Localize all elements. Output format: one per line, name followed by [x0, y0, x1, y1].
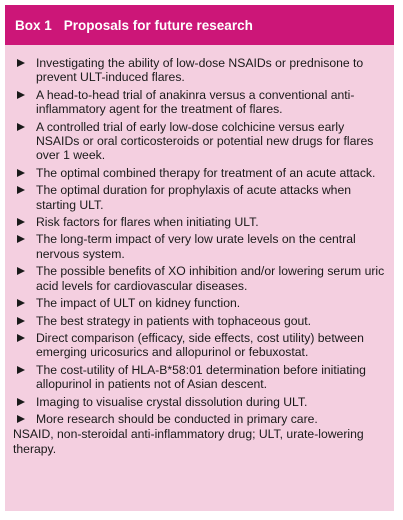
list-item [13, 215, 386, 229]
list-item [13, 314, 386, 328]
box-label: Box 1 [15, 17, 52, 33]
list-item [13, 56, 386, 85]
triangle-bullet-icon [17, 91, 25, 99]
list-item-text: The cost-utility of HLA-B*58:01 determination before initiating allopurinol in patients not of Asian descent. [36, 362, 366, 392]
triangle-bullet-icon [17, 123, 25, 131]
list-item [13, 395, 386, 409]
list-item-text: The impact of ULT on kidney function. [36, 296, 241, 311]
triangle-bullet-icon [17, 415, 25, 423]
list-item-text: A controlled trial of early low-dose colchicine versus early NSAIDs or oral corticosteroids or potential new drugs for flares over 1 week. [36, 119, 374, 163]
list-item [13, 166, 386, 180]
list-item-text: The optimal combined therapy for treatment of an acute attack. [36, 165, 376, 180]
list-item [13, 412, 386, 426]
list-item-text: Direct comparison (efficacy, side effects, cost utility) between emerging uricosurics and allopurinol or febuxostat. [36, 330, 364, 360]
triangle-bullet-icon [17, 59, 25, 67]
triangle-bullet-icon [17, 398, 25, 406]
triangle-bullet-icon [17, 235, 25, 243]
list-item-text: The optimal duration for prophylaxis of acute attacks when starting ULT. [36, 183, 352, 212]
research-proposals-box [5, 5, 394, 511]
list-item-text: The long-term impact of very low urate levels on the central nervous system. [36, 232, 356, 261]
box-title: Proposals for future research [63, 17, 253, 33]
list-item-text: A head-to-head trial of anakinra versus a conventional anti-inflammatory agent for the treatment of flares. [36, 87, 355, 117]
list-item [13, 183, 386, 212]
triangle-bullet-icon [17, 317, 25, 325]
list-item-text: Imaging to visualise crystal dissolution during ULT. [36, 394, 308, 409]
list-item [13, 264, 386, 293]
list-item-text: More research should be conducted in primary care. [36, 411, 318, 426]
proposal-list [5, 45, 394, 426]
list-item-text: Risk factors for flares when initiating ULT. [36, 215, 259, 230]
list-item [13, 88, 386, 117]
triangle-bullet-icon [17, 366, 25, 374]
list-item [13, 232, 386, 261]
list-item-text: Investigating the ability of low-dose NSAIDs or prednisone to prevent ULT-induced flares. [36, 56, 364, 85]
abbreviations-footnote: NSAID, non-steroidal anti-inflammatory drug; ULT, urate-lowering therapy. [13, 427, 364, 456]
box-header [5, 5, 394, 45]
list-item [13, 120, 386, 163]
list-item [13, 363, 386, 392]
list-item-text: The best strategy in patients with tophaceous gout. [36, 313, 312, 328]
triangle-bullet-icon [17, 299, 25, 307]
triangle-bullet-icon [17, 334, 25, 342]
triangle-bullet-icon [17, 186, 25, 194]
list-item [13, 296, 386, 310]
triangle-bullet-icon [17, 169, 25, 177]
list-item [13, 331, 386, 360]
triangle-bullet-icon [17, 267, 25, 275]
triangle-bullet-icon [17, 218, 25, 226]
list-item-text: The possible benefits of XO inhibition and/or lowering serum uric acid levels for cardiovascular diseases. [36, 264, 385, 293]
